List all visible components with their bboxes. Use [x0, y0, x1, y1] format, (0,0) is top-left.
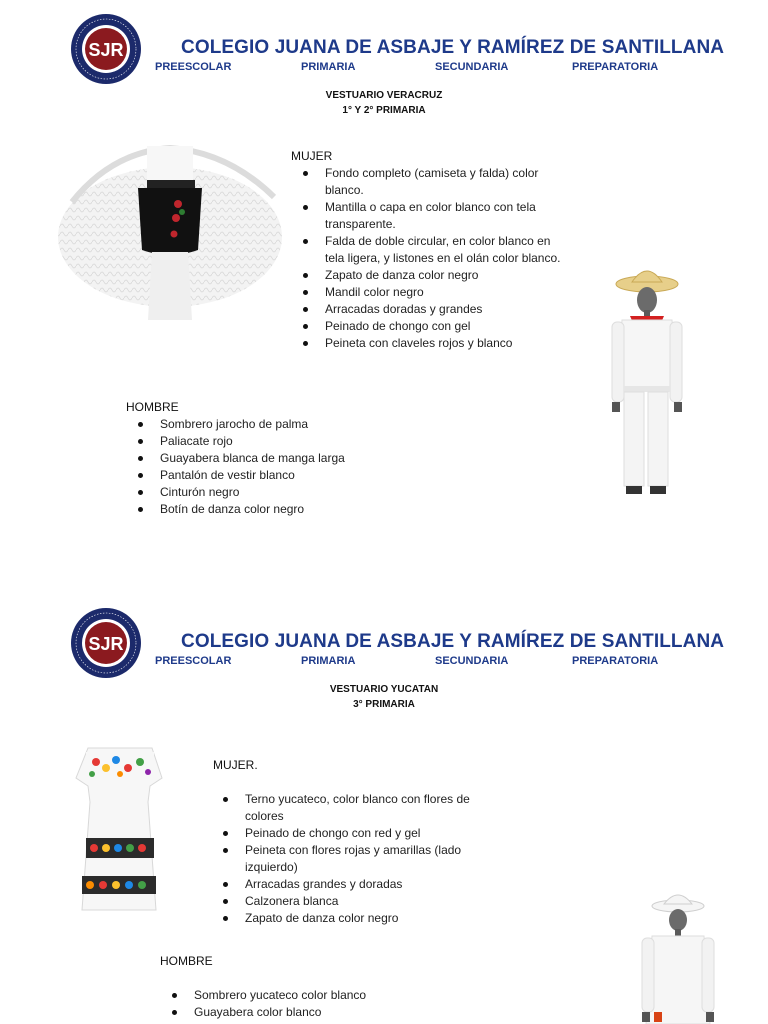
list-item: Peinado de chongo con gel — [291, 318, 567, 335]
list-item: Peinado de chongo con red y gel — [211, 825, 501, 842]
costume-title: VESTUARIO VERACRUZ — [325, 90, 443, 101]
list-item: Peineta con flores rojas y amarillas (lado izquierdo) — [211, 842, 501, 876]
yucatan-man-costume-image — [636, 884, 726, 1024]
nav-primaria[interactable]: PRIMARIA — [301, 655, 356, 667]
list-item: Pantalón de vestir blanco — [126, 467, 426, 484]
costume-heading — [284, 682, 484, 712]
list-item: Botín de danza color negro — [126, 501, 426, 518]
list-item: Paliacate rojo — [126, 433, 426, 450]
woman-label: MUJER. — [213, 758, 258, 772]
veracruz-woman-dress-image — [52, 142, 292, 322]
grade-label: 3° PRIMARIA — [353, 699, 415, 710]
list-item: Zapato de danza color negro — [211, 910, 501, 927]
nav-secundaria[interactable]: SECUNDARIA — [435, 655, 509, 667]
list-item: Peineta con claveles rojos y blanco — [291, 335, 567, 352]
list-item: Calzonera blanca — [211, 893, 501, 910]
man-label: HOMBRE — [126, 400, 179, 414]
yucatan-woman-terno-image — [70, 742, 170, 917]
man-label: HOMBRE — [160, 954, 213, 968]
man-items-list — [126, 416, 426, 518]
list-item: Guayabera color blanco — [160, 1004, 460, 1021]
list-item: Sombrero jarocho de palma — [126, 416, 426, 433]
list-item: Cinturón negro — [126, 484, 426, 501]
list-item: Fondo completo (camiseta y falda) color blanco. — [291, 165, 567, 199]
list-item: Mandil color negro — [291, 284, 567, 301]
school-logo — [70, 607, 142, 679]
list-item: Mantilla o capa en color blanco con tela transparente. — [291, 199, 567, 233]
school-logo — [70, 13, 142, 85]
school-title: COLEGIO JUANA DE ASBAJE Y RAMÍREZ DE SANTILLANA — [181, 631, 725, 652]
list-item: Zapato de danza color negro — [291, 267, 567, 284]
list-item: Arracadas doradas y grandes — [291, 301, 567, 318]
list-item: Guayabera blanca de manga larga — [126, 450, 426, 467]
costume-title: VESTUARIO YUCATAN — [329, 684, 439, 695]
veracruz-man-costume-image — [600, 258, 700, 498]
woman-items-list — [211, 791, 501, 927]
nav-preparatoria[interactable]: PREPARATORIA — [572, 655, 659, 667]
list-item: Falda de doble circular, en color blanco en tela ligera, y listones en el olán color blanco. — [291, 233, 567, 267]
school-title: COLEGIO JUANA DE ASBAJE Y RAMÍREZ DE SANTILLANA — [181, 37, 725, 58]
woman-label: MUJER — [291, 149, 333, 163]
nav-preparatoria[interactable]: PREPARATORIA — [572, 61, 659, 73]
list-item: Sombrero yucateco color blanco — [160, 987, 460, 1004]
woman-items-list — [291, 165, 567, 352]
grade-label: 1° Y 2° PRIMARIA — [342, 105, 426, 116]
svg-text:SJR: SJR — [88, 40, 124, 60]
svg-text:SJR: SJR — [88, 634, 124, 654]
nav-primaria[interactable]: PRIMARIA — [301, 61, 356, 73]
man-items-list — [160, 987, 460, 1021]
nav-preescolar[interactable]: PREESCOLAR — [155, 655, 232, 667]
costume-heading — [284, 88, 484, 118]
nav-preescolar[interactable]: PREESCOLAR — [155, 61, 232, 73]
list-item: Arracadas grandes y doradas — [211, 876, 501, 893]
nav-secundaria[interactable]: SECUNDARIA — [435, 61, 509, 73]
list-item: Terno yucateco, color blanco con flores de colores — [211, 791, 501, 825]
